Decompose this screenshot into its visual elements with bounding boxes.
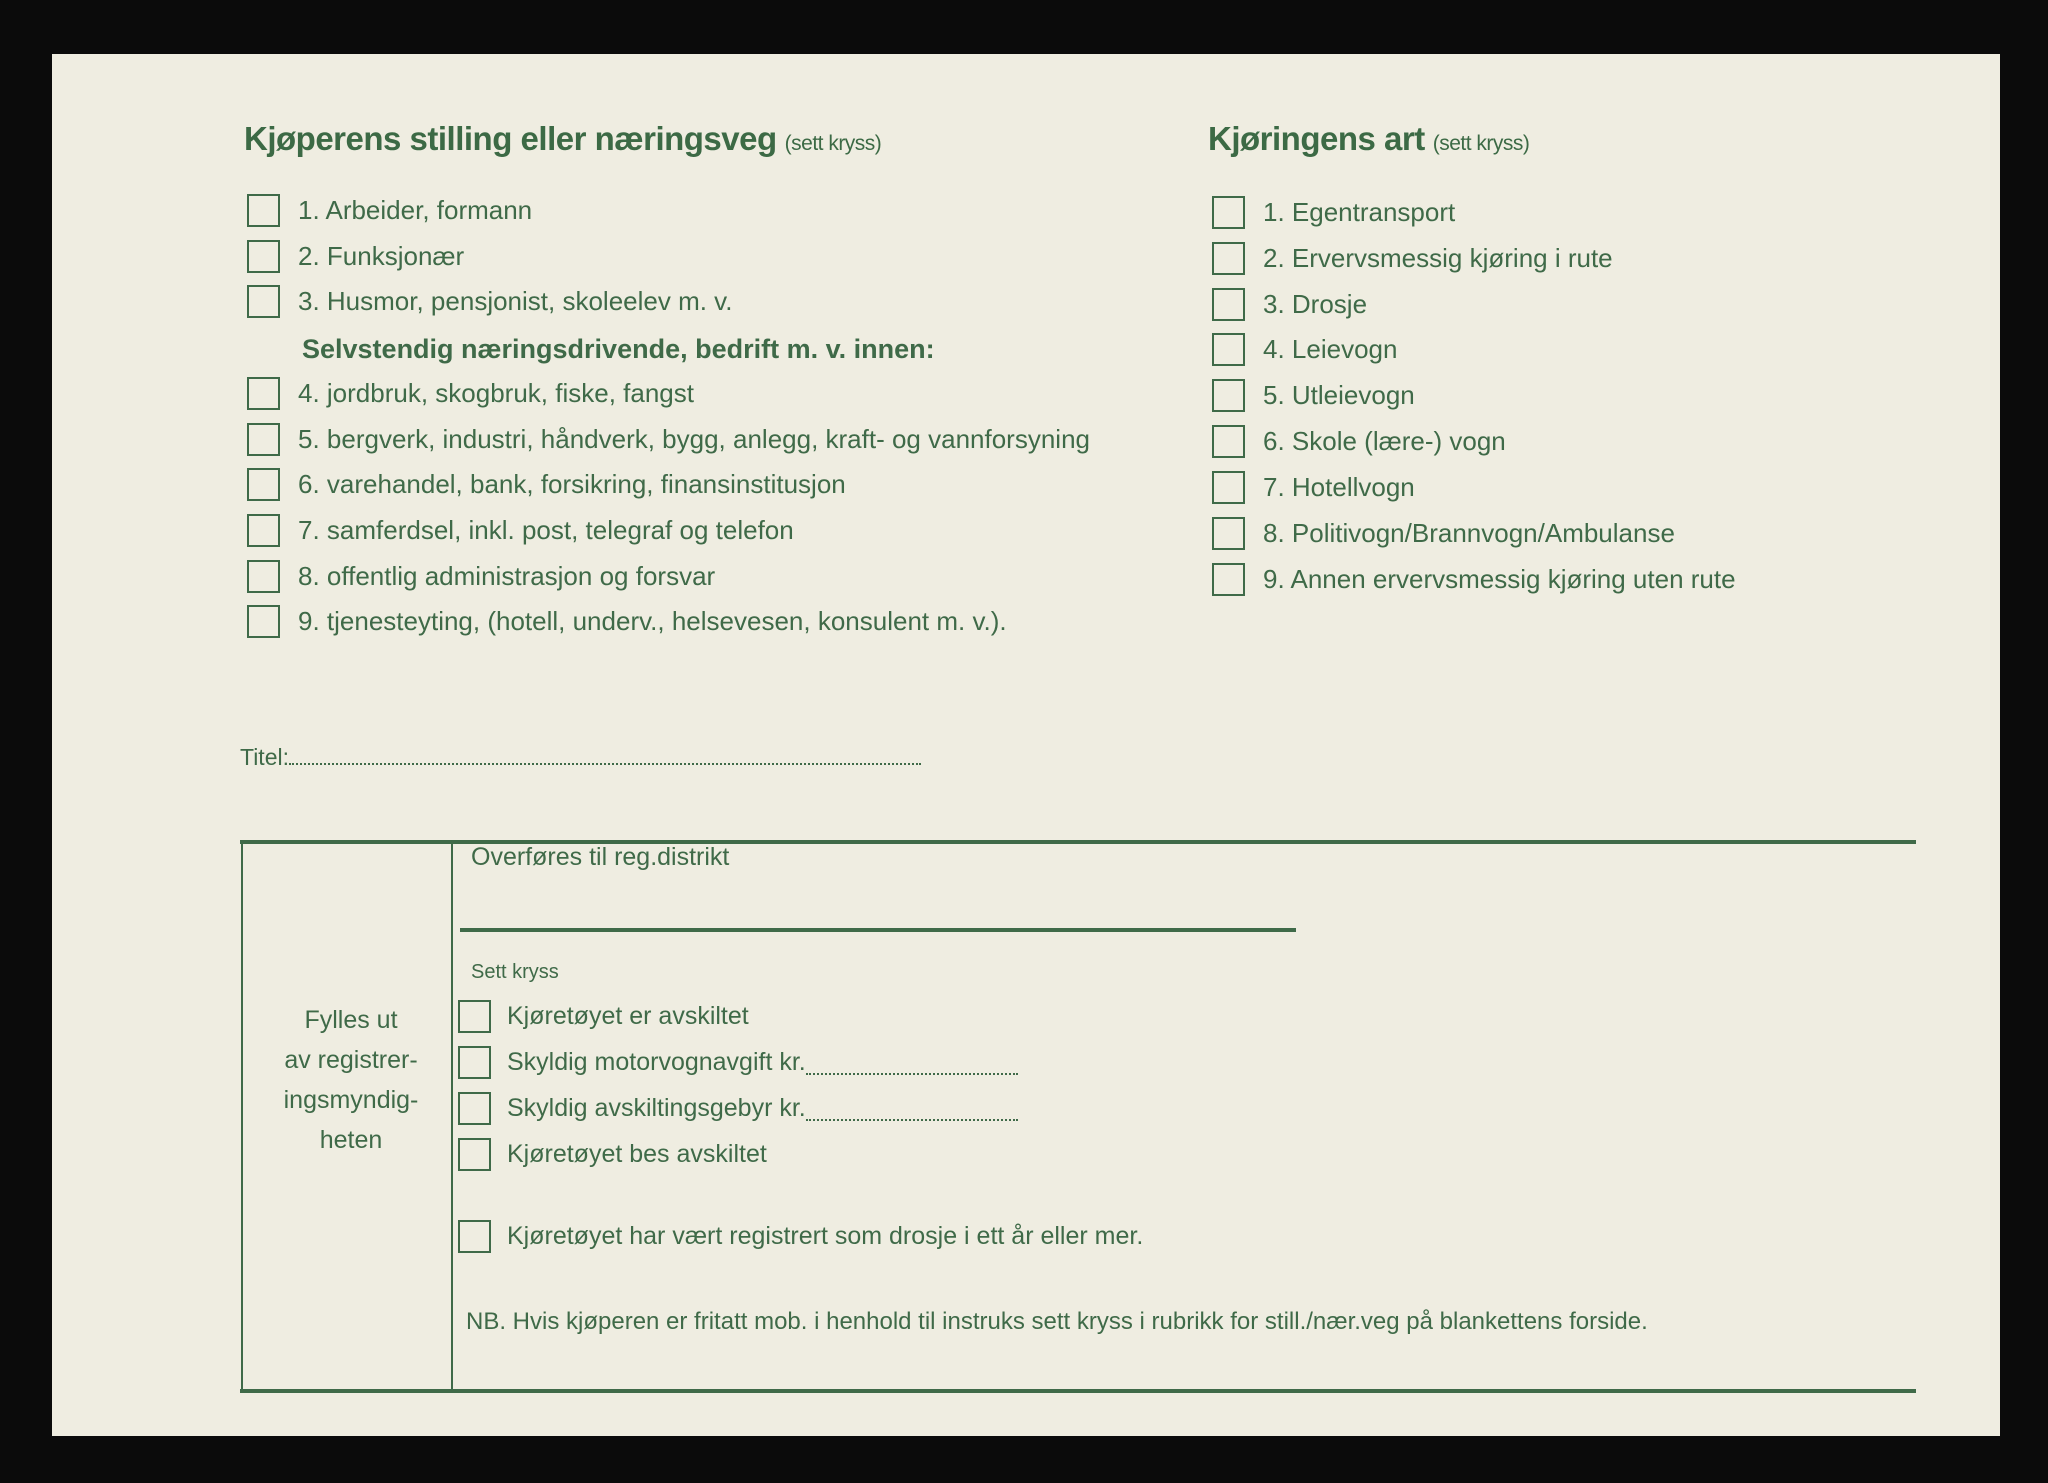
checkbox[interactable] bbox=[458, 1138, 491, 1171]
option-label: 2. Ervervsmessig kjøring i rute bbox=[1263, 243, 1613, 273]
right-heading-note: (sett kryss) bbox=[1432, 132, 1530, 155]
option-label: 4. Leievogn bbox=[1263, 334, 1398, 364]
left-heading-text: Kjøperens stilling eller næringsveg bbox=[244, 120, 777, 157]
checkbox[interactable] bbox=[458, 1220, 491, 1253]
authority-label-line: Fylles ut bbox=[304, 1006, 398, 1034]
option-label: 1. Egentransport bbox=[1263, 197, 1456, 227]
option-label: 8. Politivogn/Brannvogn/Ambulanse bbox=[1263, 518, 1675, 548]
option-label: 2. Funksjonær bbox=[298, 241, 465, 271]
box-left-rule bbox=[241, 840, 243, 1392]
checkbox[interactable] bbox=[247, 377, 280, 410]
checkbox[interactable] bbox=[1212, 471, 1245, 504]
option-label: Kjøretøyet er avskiltet bbox=[507, 1002, 749, 1030]
transfer-label: Overføres til reg.distrikt bbox=[471, 843, 730, 871]
option-label: 6. varehandel, bank, forsikring, finansinstitusjon bbox=[298, 469, 846, 499]
transfer-district-line[interactable] bbox=[460, 928, 1296, 932]
checkbox[interactable] bbox=[1212, 333, 1245, 366]
driving-option-7[interactable] bbox=[1212, 471, 1415, 504]
position-option-4[interactable] bbox=[247, 377, 694, 410]
checkbox[interactable] bbox=[1212, 517, 1245, 550]
option-label: 5. Utleievogn bbox=[1263, 380, 1415, 410]
checkbox[interactable] bbox=[1212, 563, 1245, 596]
option-label: Kjøretøyet bes avskiltet bbox=[507, 1140, 767, 1168]
checkbox[interactable] bbox=[247, 468, 280, 501]
position-option-7[interactable] bbox=[247, 514, 794, 547]
amount-dotted-line[interactable] bbox=[806, 1097, 1018, 1121]
option-label: 5. bergverk, industri, håndverk, bygg, anlegg, kraft- og vannforsyning bbox=[298, 424, 1090, 454]
authority-label-line: heten bbox=[319, 1126, 383, 1154]
amount-dotted-line[interactable] bbox=[806, 1051, 1018, 1075]
option-label: Skyldig motorvognavgift kr. bbox=[507, 1048, 806, 1076]
driving-option-8[interactable] bbox=[1212, 517, 1675, 550]
checkbox[interactable] bbox=[247, 605, 280, 638]
title-label: Titel: bbox=[240, 744, 289, 770]
driving-option-9[interactable] bbox=[1212, 563, 1736, 596]
checkbox[interactable] bbox=[1212, 425, 1245, 458]
title-field[interactable] bbox=[240, 744, 921, 771]
authority-label-line: ingsmyndig- bbox=[283, 1086, 419, 1114]
checkbox[interactable] bbox=[247, 285, 280, 318]
option-label: 7. Hotellvogn bbox=[1263, 472, 1415, 502]
checkbox[interactable] bbox=[1212, 196, 1245, 229]
option-label: 1. Arbeider, formann bbox=[298, 195, 533, 225]
box-divider bbox=[451, 840, 453, 1392]
driving-option-1[interactable] bbox=[1212, 196, 1455, 229]
option-label: Skyldig avskiltingsgebyr kr. bbox=[507, 1094, 806, 1122]
position-option-2[interactable] bbox=[247, 240, 464, 273]
option-label: 9. tjenesteyting, (hotell, underv., helsevesen, konsulent m. v.). bbox=[298, 606, 1007, 636]
authority-label-line: av registrer- bbox=[284, 1046, 418, 1074]
nb-note: NB. Hvis kjøperen er fritatt mob. i henhold til instruks sett kryss i rubrikk for still./nær.veg på blankettens forside. bbox=[466, 1308, 1648, 1335]
option-label: 7. samferdsel, inkl. post, telegraf og telefon bbox=[298, 515, 794, 545]
position-option-9[interactable] bbox=[247, 605, 1007, 638]
left-heading-note: (sett kryss) bbox=[784, 132, 882, 155]
checkbox[interactable] bbox=[458, 1000, 491, 1033]
box-bottom-rule bbox=[240, 1389, 1916, 1393]
position-option-6[interactable] bbox=[247, 468, 846, 501]
left-heading bbox=[244, 120, 881, 158]
check-request-deregistration[interactable] bbox=[458, 1138, 767, 1171]
checkbox[interactable] bbox=[458, 1092, 491, 1125]
right-heading bbox=[1208, 120, 1529, 158]
check-deregistered[interactable] bbox=[458, 1000, 749, 1033]
option-label: 4. jordbruk, skogbruk, fiske, fangst bbox=[298, 378, 694, 408]
driving-option-4[interactable] bbox=[1212, 333, 1397, 366]
option-label: Kjøretøyet har vært registrert som drosje i ett år eller mer. bbox=[507, 1222, 1144, 1250]
position-option-1[interactable] bbox=[247, 194, 532, 227]
check-taxi-one-year[interactable] bbox=[458, 1220, 1143, 1253]
checkbox[interactable] bbox=[247, 560, 280, 593]
option-label: 6. Skole (lære-) vogn bbox=[1263, 426, 1506, 456]
right-heading-text: Kjøringens art bbox=[1208, 120, 1425, 157]
position-option-3[interactable] bbox=[247, 285, 732, 318]
check-deregistration-fee[interactable] bbox=[458, 1092, 1018, 1125]
checkbox[interactable] bbox=[458, 1046, 491, 1079]
authority-label bbox=[256, 1000, 446, 1160]
option-label: 8. offentlig administrasjon og forsvar bbox=[298, 561, 716, 591]
option-label: 9. Annen ervervsmessig kjøring uten rute bbox=[1263, 564, 1736, 594]
option-label: 3. Drosje bbox=[1263, 289, 1368, 319]
driving-option-5[interactable] bbox=[1212, 379, 1415, 412]
driving-option-2[interactable] bbox=[1212, 242, 1613, 275]
title-dotted-line[interactable] bbox=[289, 763, 921, 765]
driving-option-3[interactable] bbox=[1212, 288, 1367, 321]
position-option-5[interactable] bbox=[247, 423, 1090, 456]
checkbox[interactable] bbox=[247, 194, 280, 227]
sett-kryss-label: Sett kryss bbox=[471, 961, 559, 983]
checkbox[interactable] bbox=[247, 240, 280, 273]
checkbox[interactable] bbox=[247, 514, 280, 547]
option-label: 3. Husmor, pensjonist, skoleelev m. v. bbox=[298, 286, 733, 316]
checkbox[interactable] bbox=[247, 423, 280, 456]
checkbox[interactable] bbox=[1212, 288, 1245, 321]
check-motor-fee[interactable] bbox=[458, 1046, 1018, 1079]
checkbox[interactable] bbox=[1212, 379, 1245, 412]
position-option-8[interactable] bbox=[247, 560, 715, 593]
self-employed-subheading: Selvstendig næringsdrivende, bedrift m. v. innen: bbox=[302, 334, 935, 364]
driving-option-6[interactable] bbox=[1212, 425, 1506, 458]
checkbox[interactable] bbox=[1212, 242, 1245, 275]
